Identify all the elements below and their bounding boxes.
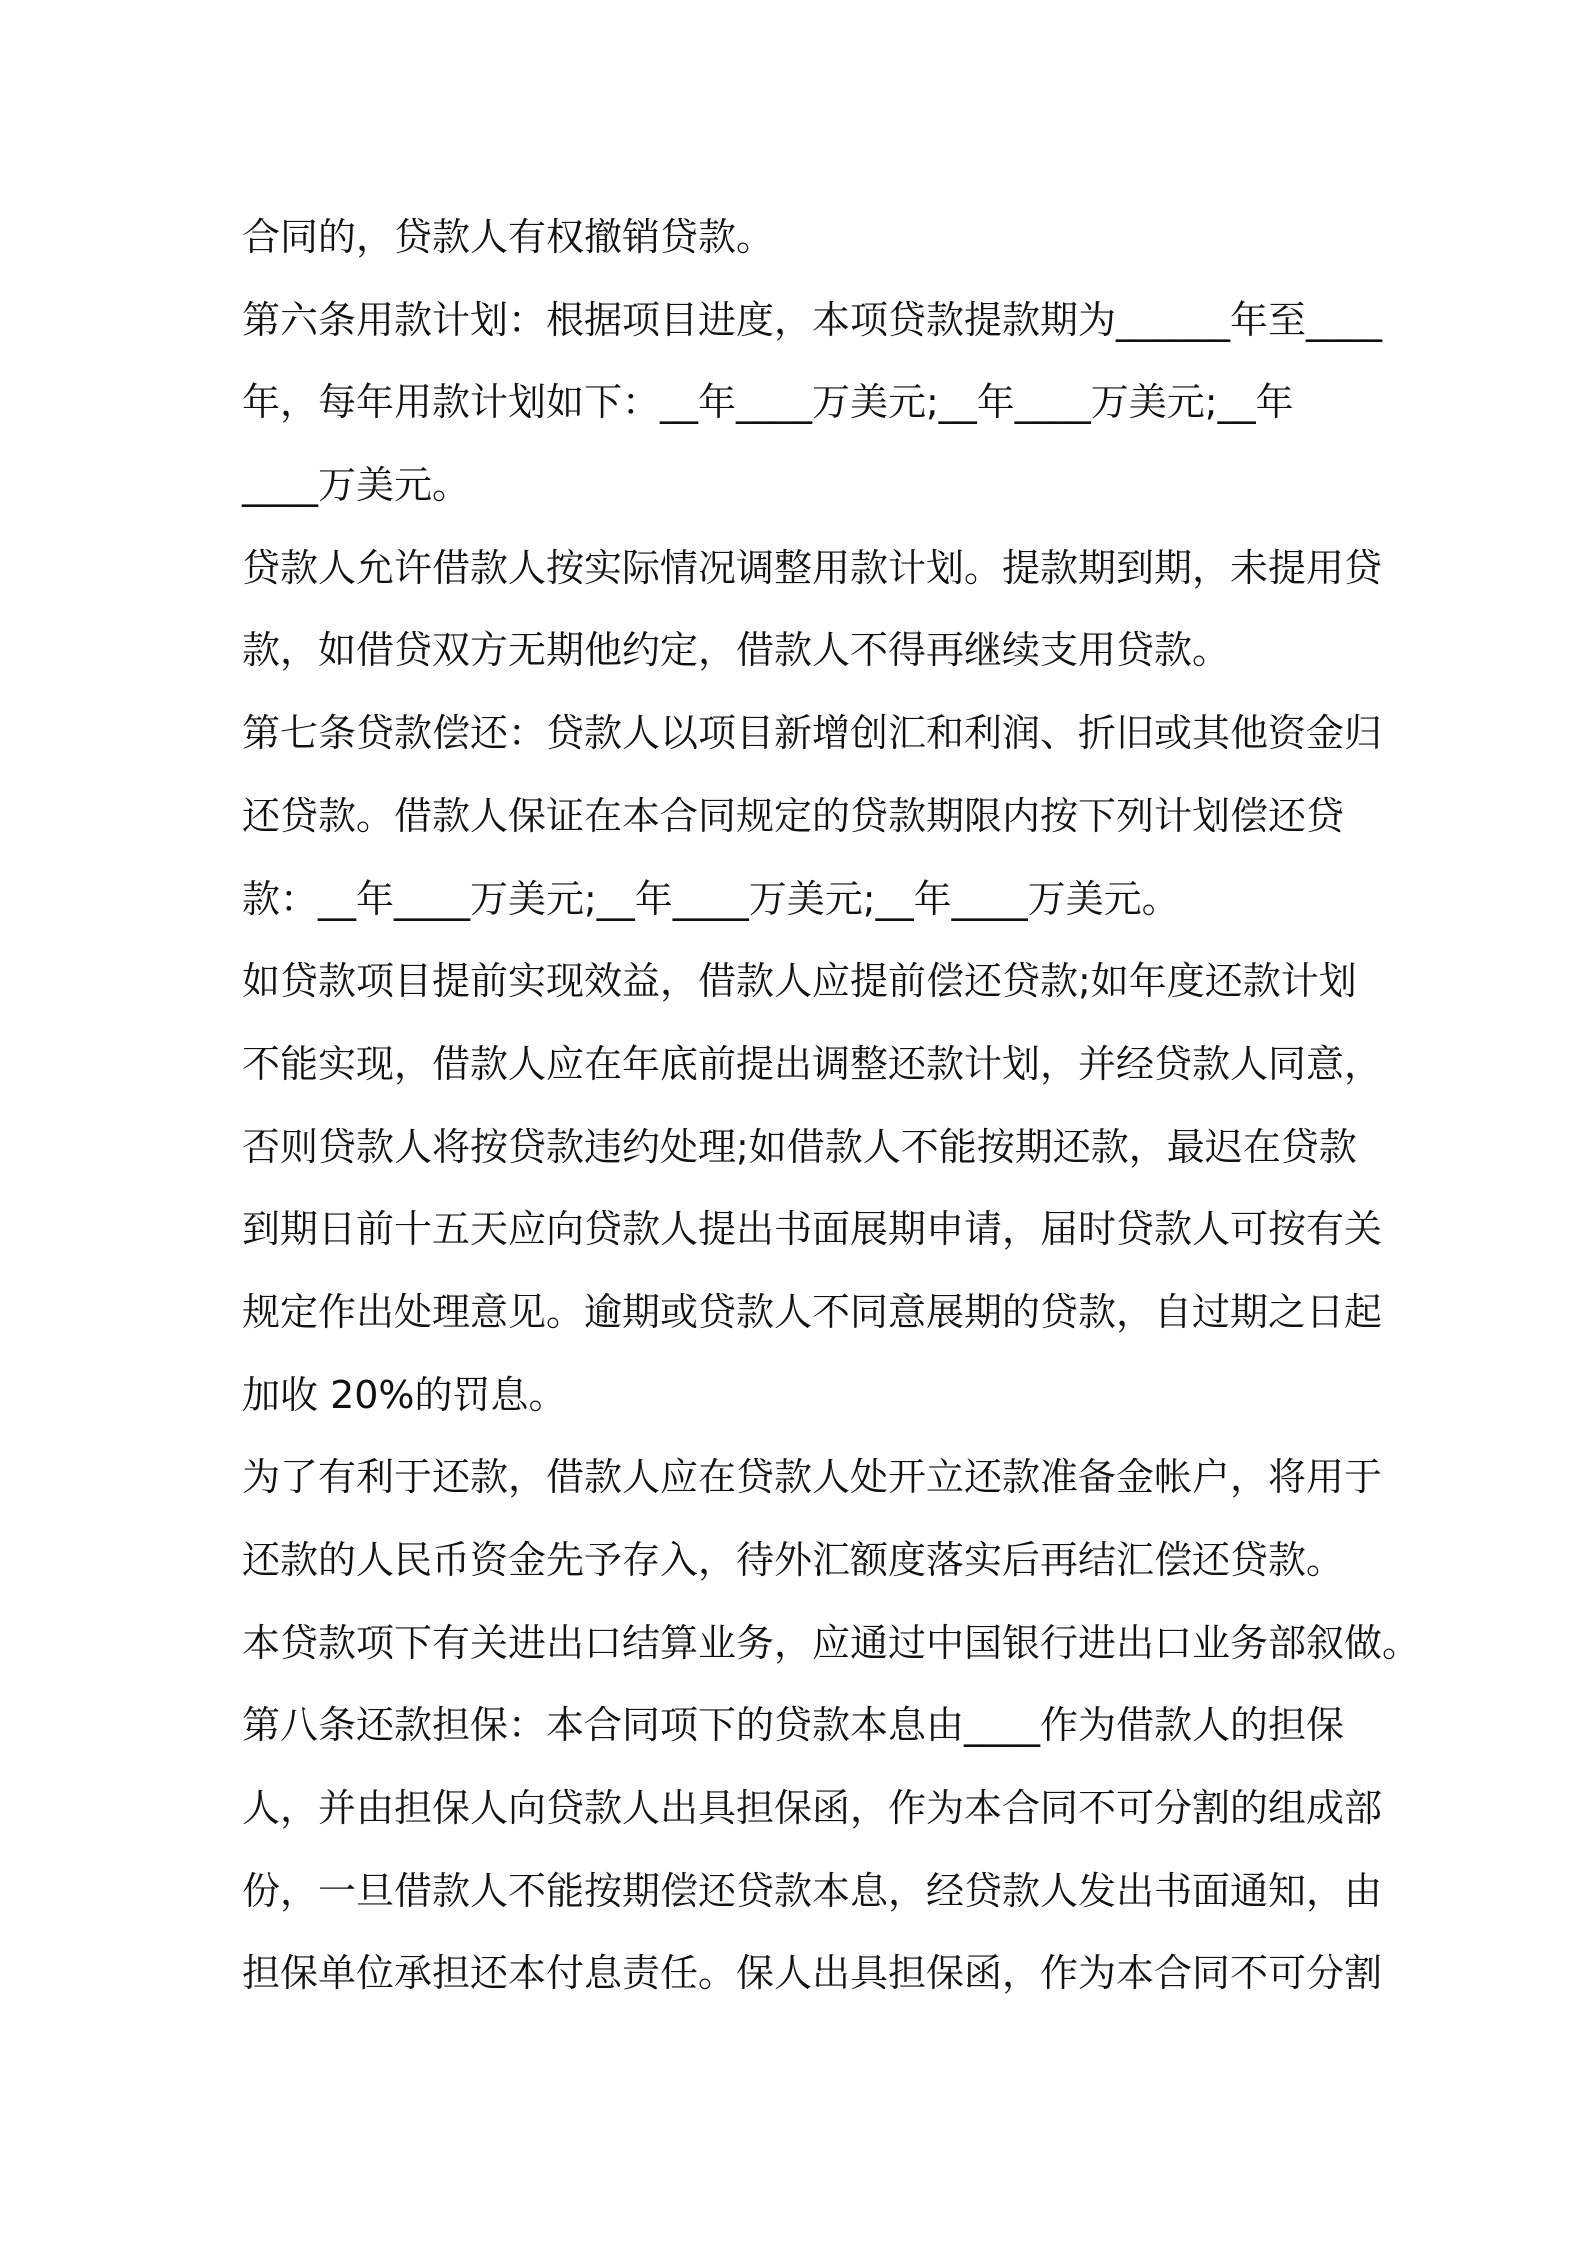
document-page — [242, 196, 1421, 2015]
text-line-19: 第八条还款担保：本合同项下的贷款本息由____作为借款人的担保 — [242, 1703, 1345, 1748]
text-line-11: 不能实现，借款人应在年底前提出调整还款计划，并经贷款人同意， — [242, 1041, 1383, 1086]
text-line-2: 第六条用款计划：根据项目进度，本项贷款提款期为______年至____ — [242, 297, 1383, 342]
text-line-18: 本贷款项下有关进出口结算业务，应通过中国银行进出口业务部叙做。 — [242, 1620, 1421, 1665]
text-line-6: 款，如借贷双方无期他约定，借款人不得再继续支用贷款。 — [242, 628, 1231, 673]
text-line-20: 人，并由担保人向贷款人出具担保函，作为本合同不可分割的组成部 — [242, 1786, 1383, 1831]
text-line-10: 如贷款项目提前实现效益，借款人应提前偿还贷款;如年度还款计划 — [242, 959, 1357, 1004]
text-line-14: 规定作出处理意见。逾期或贷款人不同意展期的贷款，自过期之日起 — [242, 1289, 1383, 1334]
text-line-13: 到期日前十五天应向贷款人提出书面展期申请，届时贷款人可按有关 — [242, 1207, 1383, 1252]
text-line-15: 加收 20%的罚息。 — [242, 1372, 567, 1417]
text-line-16: 为了有利于还款，借款人应在贷款人处开立还款准备金帐户，将用于 — [242, 1455, 1383, 1500]
text-line-4: ____万美元。 — [242, 463, 471, 508]
text-line-1: 合同的，贷款人有权撤销贷款。 — [242, 215, 775, 259]
text-line-5: 贷款人允许借款人按实际情况调整用款计划。提款期到期，未提用贷 — [242, 545, 1383, 590]
text-line-21: 份，一旦借款人不能按期偿还贷款本息，经贷款人发出书面通知，由 — [242, 1868, 1383, 1913]
text-line-7: 第七条贷款偿还：贷款人以项目新增创汇和利润、折旧或其他资金归 — [242, 711, 1383, 756]
text-line-12: 否则贷款人将按贷款违约处理;如借款人不能按期还款，最迟在贷款 — [242, 1124, 1357, 1169]
text-line-8: 还贷款。借款人保证在本合同规定的贷款期限内按下列计划偿还贷 — [242, 793, 1345, 838]
text-line-9: 款：__年____万美元;__年____万美元;__年____万美元。 — [242, 876, 1180, 921]
text-line-17: 还款的人民币资金先予存入，待外汇额度落实后再结汇偿还贷款。 — [242, 1538, 1345, 1582]
text-line-22: 担保单位承担还本付息责任。保人出具担保函，作为本合同不可分割 — [242, 1951, 1383, 1996]
text-line-3: 年，每年用款计划如下：__年____万美元;__年____万美元;__年 — [242, 380, 1294, 425]
